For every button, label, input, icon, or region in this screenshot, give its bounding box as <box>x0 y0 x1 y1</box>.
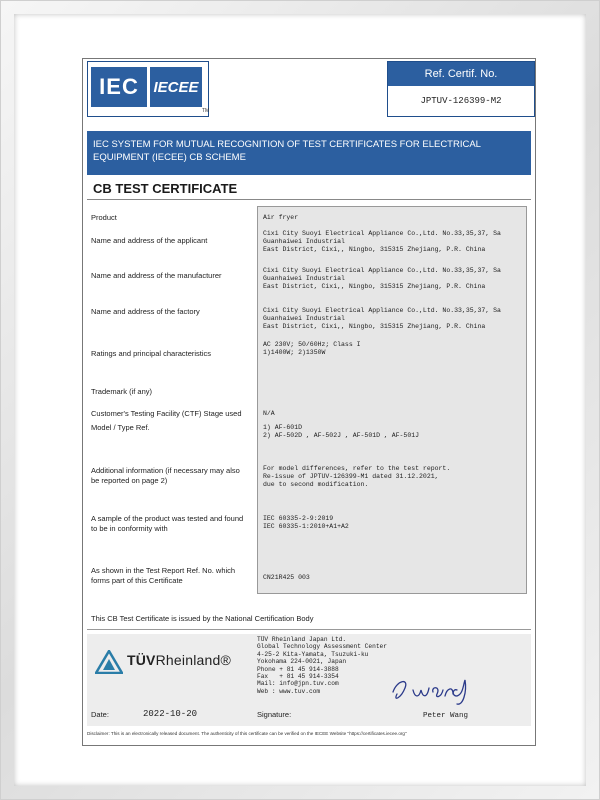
manufacturer-value: Cixi City Suoyi Electrical Appliance Co.,Ltd. No.33,35,37, Sa Guanhaiwei Industrial East District, Cixi,, Ningbo, 315315 Zhejiang, P.R. China <box>263 267 501 290</box>
scheme-banner: IEC SYSTEM FOR MUTUAL RECOGNITION OF TEST CERTIFICATES FOR ELECTRICAL EQUIPMENT (IECEE) CB SCHEME <box>87 131 531 175</box>
ratings-value: AC 230V; 50/60Hz; Class I 1)1400W; 2)1350W <box>263 341 361 356</box>
trademark-mark: TM <box>202 108 210 114</box>
factory-value: Cixi City Suoyi Electrical Appliance Co.,Ltd. No.33,35,37, Sa Guanhaiwei Industrial East District, Cixi,, Ningbo, 315315 Zhejiang, P.R. China <box>263 307 501 330</box>
values-panel <box>257 206 527 594</box>
trademark-label: Trademark (if any) <box>91 387 152 396</box>
applicant-value: Cixi City Suoyi Electrical Appliance Co.,Ltd. No.33,35,37, Sa Guanhaiwei Industrial East District, Cixi,, Ningbo, 315315 Zhejiang, P.R. China <box>263 230 501 253</box>
date-value: 2022-10-20 <box>143 709 198 719</box>
model-value: 1) AF-601D 2) AF-502D , AF-502J , AF-501D , AF-501J <box>263 424 420 439</box>
date-label: Date: <box>91 710 109 719</box>
certificate-document <box>82 58 536 746</box>
rheinland-wordmark: Rheinland® <box>155 652 231 668</box>
iecee-logo: IECEE <box>150 67 202 107</box>
product-value: Air fryer <box>263 214 299 221</box>
reference-box <box>387 61 535 117</box>
certificate-header <box>87 61 531 117</box>
sample-value: IEC 60335-2-9:2019 IEC 60335-1:2010+A1+A2 <box>263 515 349 530</box>
reference-label: Ref. Certif. No. <box>388 62 534 86</box>
manufacturer-label: Name and address of the manufacturer <box>91 271 222 280</box>
factory-label: Name and address of the factory <box>91 307 200 316</box>
test-report-value: CN21R425 003 <box>263 574 310 581</box>
disclaimer: Disclaimer: This is an electronically released document. The authenticity of this certificate can be verified on the IECEE Website "https://certificates.iecee.org" <box>87 731 407 736</box>
tuv-triangle-icon <box>95 650 123 674</box>
tuv-rheinland-logo <box>127 652 231 668</box>
model-label: Model / Type Ref. <box>91 423 150 432</box>
applicant-label: Name and address of the applicant <box>91 236 208 245</box>
certificate-title: CB TEST CERTIFICATE <box>93 181 238 196</box>
issuer-divider <box>87 629 531 630</box>
reference-number: JPTUV-126399-M2 <box>420 96 502 106</box>
additional-info-label: Additional information (if necessary may also be reported on page 2) <box>91 466 240 485</box>
test-report-label: As shown in the Test Report Ref. No. which forms part of this Certificate <box>91 566 236 585</box>
iec-logo: IEC <box>91 67 147 107</box>
ctf-value: N/A <box>263 410 275 417</box>
tuv-wordmark: TÜV <box>127 652 156 668</box>
ctf-label: Customer's Testing Facility (CTF) Stage used <box>91 409 242 418</box>
handwritten-signature <box>387 672 483 708</box>
logo-box <box>87 61 209 117</box>
ratings-label: Ratings and principal characteristics <box>91 349 212 358</box>
additional-info-value: For model differences, refer to the test report. Re-issue of JPTUV-126399-M1 dated 31.12.2021, due to second modification. <box>263 465 451 488</box>
signer-name: Peter Wang <box>423 712 469 720</box>
title-divider <box>87 199 531 200</box>
signature-label: Signature: <box>257 710 292 719</box>
product-label: Product <box>91 213 117 222</box>
sample-label: A sample of the product was tested and found to be in conformity with <box>91 514 244 533</box>
issuing-body-statement: This CB Test Certificate is issued by the National Certification Body <box>91 614 314 623</box>
ncb-address: TÜV Rheinland Japan Ltd. Global Technology Assessment Center 4-25-2 Kita-Yamata, Tsuzuki-ku Yokohama 224-0021, Japan Phone + 81 45 914-3888 Fax + 81 45 914-3354 Mail: info@jpn.tuv.com Web : www.tuv.com <box>257 636 387 695</box>
ncb-block <box>87 634 531 726</box>
